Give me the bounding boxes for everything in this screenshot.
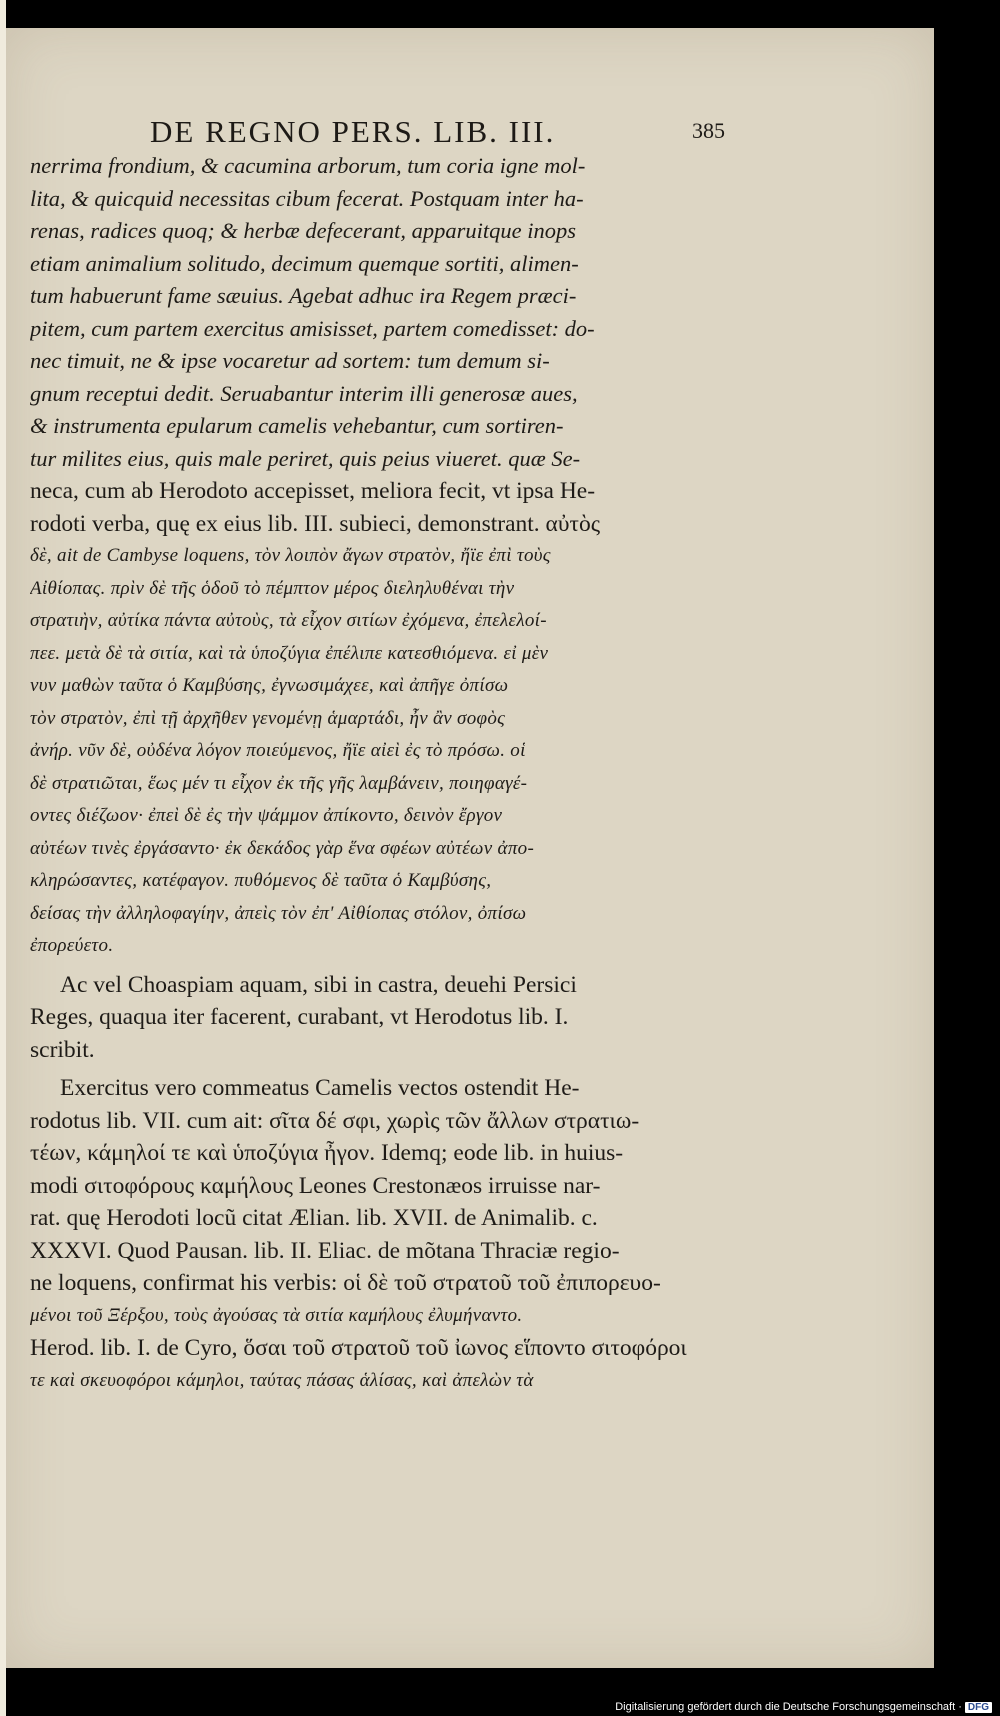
greek-line: Αἰθίοπας. πρὶν δὲ τῆς ὁδοῦ τὸ πέμπτον μέρος διεληλυθέναι τὴν xyxy=(30,577,515,599)
text-line: scribit. xyxy=(30,1036,95,1063)
text-line: lita, & quicquid necessitas cibum fecerat. Postquam inter ha- xyxy=(30,185,584,211)
text-line: tur milites eius, quis male periret, quis peius viueret. quæ Se- xyxy=(30,445,581,471)
greek-line: τε καὶ σκευοφόροι κάμηλοι, ταύτας πάσας ἁλίσας, καὶ ἀπελὼν τὰ xyxy=(30,1369,534,1391)
text-line: etiam animalium solitudo, decimum quemque sortiti, alimen- xyxy=(30,250,579,276)
greek-line: τὸν στρατὸν, ἐπὶ τῇ ἀρχῆθεν γενομένῃ ἁμαρτάδι, ἦν ἂν σοφὸς xyxy=(30,707,506,729)
digitization-credit xyxy=(615,1701,992,1713)
greek-line: δείσας τὴν ἀλληλοφαγίην, ἀπεὶς τὸν ἐπ' Αἰθίοπας στόλον, ὀπίσω xyxy=(30,902,527,924)
text-line: Herod. lib. I. de Cyro, ὅσαι τοῦ στρατοῦ τοῦ ἰωνος εἵποντο σιτοφόροι xyxy=(30,1335,687,1361)
text-line: rodotus lib. VII. cum ait: σῖτα δέ σφι, χωρὶς τῶν ἄλλων στρατιω- xyxy=(30,1107,640,1134)
greek-line: οντες διέζωον· ἐπεὶ δὲ ἐς τὴν ψάμμον ἀπίκοντο, δεινὸν ἔργον xyxy=(30,805,503,826)
body-text xyxy=(30,150,736,1397)
page-number: 385 xyxy=(692,118,725,143)
text-line: rodoti verba, quę ex eius lib. III. subieci, demonstrant. αὐτὸς xyxy=(30,510,601,537)
text-line: XXXVI. Quod Pausan. lib. II. Eliac. de mõtana Thraciæ regio- xyxy=(30,1237,620,1264)
text-line: Reges, quaqua iter facerent, curabant, vt Herodotus lib. I. xyxy=(30,1004,569,1030)
greek-line: νυν μαθὼν ταῦτα ὁ Καμβύσης, ἐγνωσιμάχεε, καὶ ἀπῆγε ὀπίσω xyxy=(30,675,509,696)
text-line: nerrima frondium, & cacumina arborum, tum coria igne mol- xyxy=(30,153,586,178)
greek-line: μένοι τοῦ Ξέρξου, τοὺς ἀγούσας τὰ σιτία καμήλους ἐλυμήναντο. xyxy=(30,1304,523,1326)
text-line: & instrumenta epularum camelis vehebantur, cum sortiren- xyxy=(30,413,564,438)
text-line: gnum receptui dedit. Seruabantur interim illi generosæ aues, xyxy=(30,380,578,406)
greek-line: στρατιὴν, αὐτίκα πάντα αὐτοὺς, τὰ εἶχον σιτίων ἐχόμενα, ἐπελελοί- xyxy=(30,610,547,631)
greek-line: δὲ, ait de Cambyse loquens, τὸν λοιπὸν ἄγων στρατὸν, ἤϊε ἐπὶ τοὺς xyxy=(30,545,551,566)
text-line: pitem, cum partem exercitus amisisset, partem comedisset: do- xyxy=(30,315,595,341)
text-line: ne loquens, confirmat his verbis: οἱ δὲ τοῦ στρατοῦ τοῦ ἐπιπορευο- xyxy=(30,1270,661,1296)
greek-line: κληρώσαντες, κατέφαγον. πυθόμενος δὲ ταῦτα ὁ Καμβύσης, xyxy=(30,870,492,891)
greek-line: πεε. μετὰ δὲ τὰ σιτία, καὶ τὰ ὑποζύγια ἐπέλιπε κατεσθιόμενα. εἰ μὲν xyxy=(30,642,549,664)
greek-line: δὲ στρατιῶται, ἕως μέν τι εἶχον ἐκ τῆς γῆς λαμβάνειν, ποιηφαγέ- xyxy=(30,772,528,794)
running-title: DE REGNO PERS. LIB. III. xyxy=(150,114,556,149)
text-line: renas, radices quoq; & herbæ defecerant, apparuitque inops xyxy=(30,218,576,243)
greek-line: αὐτέων τινὲς ἐργάσαντο· ἐκ δεκάδος γὰρ ἕνα σφέων αὐτέων ἀπο- xyxy=(30,837,535,859)
text-line: neca, cum ab Herodoto accepisset, meliora fecit, vt ipsa He- xyxy=(30,478,596,504)
greek-line: ἐπορεύετο. xyxy=(30,935,114,956)
text-line: Ac vel Choaspiam aquam, sibi in castra, deuehi Persici xyxy=(60,971,577,998)
credit-text: Digitalisierung gefördert durch die Deutsche Forschungsgemeinschaft · xyxy=(615,1701,962,1713)
text-line: tum habuerunt fame sæuius. Agebat adhuc ira Regem præci- xyxy=(30,283,577,308)
greek-line: ἀνήρ. νῦν δὲ, οὐδένα λόγον ποιεύμενος, ἤϊε αἰεὶ ἐς τὸ πρόσω. οἱ xyxy=(30,740,526,761)
text-line: modi σιτοφόρους καμήλους Leones Crestonæos irruisse nar- xyxy=(30,1172,601,1199)
text-line: Exercitus vero commeatus Camelis vectos ostendit He- xyxy=(60,1075,580,1101)
text-line: nec timuit, ne & ipse vocaretur ad sortem: tum demum si- xyxy=(30,348,550,373)
text-line: rat. quę Herodoti locũ citat Ælian. lib. XVII. de Animalib. c. xyxy=(30,1205,598,1231)
dfg-logo: DFG xyxy=(965,1702,992,1713)
text-line: τέων, κάμηλοί τε καὶ ὑποζύγια ἦγον. Idemq; eode lib. in huius- xyxy=(30,1140,624,1166)
